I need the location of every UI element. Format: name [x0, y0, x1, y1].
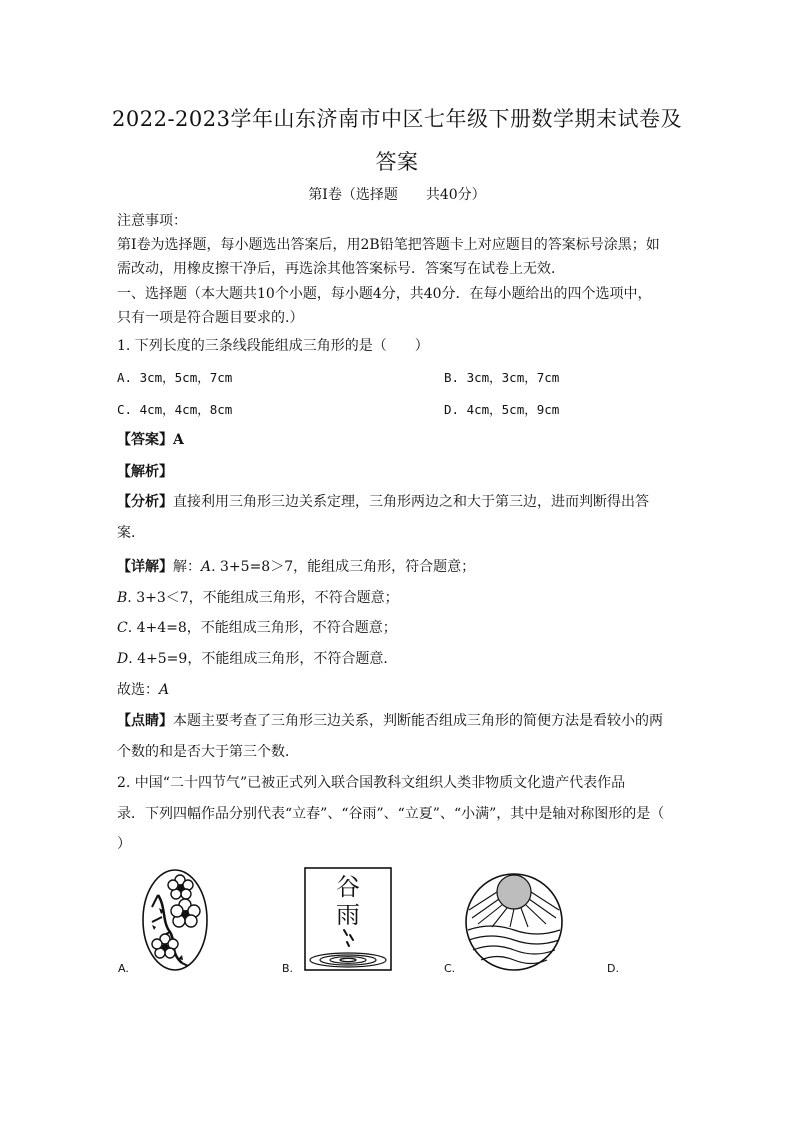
detail-a-text: . 3+5=8＞7，能组成三角形，符合题意；	[211, 559, 476, 575]
q1-fenxi-line1	[117, 491, 649, 511]
notice-heading: 注意事项：	[117, 213, 187, 229]
q1-detail-b	[117, 587, 399, 607]
q1-analysis-tag: 【解析】	[117, 464, 173, 480]
q1-choose	[117, 679, 169, 699]
q1-detail-d	[117, 648, 397, 668]
fenxi-text-1: 直接利用三角形三边关系定理，三角形两边之和大于第三边，进而判断得出答	[173, 494, 649, 510]
notice-text-1: 第Ⅰ卷为选择题，每小题选出答案后，用2B铅笔把答题卡上对应题目的答案标号涂黑；如	[117, 237, 660, 253]
figure-c-label: C.	[444, 962, 456, 975]
comment-text-1: 本题主要考查了三角形三边关系，判断能否组成三角形的简便方法是看较小的两	[173, 713, 663, 729]
section-header: 第Ⅰ卷（选择题 共40分）	[308, 187, 486, 203]
comment-tag: 【点睛】	[117, 713, 173, 729]
q2-stem-3: ）	[117, 836, 131, 852]
q1-option-b: B. 3cm，3cm，7cm	[444, 370, 560, 385]
detail-b-letter: B	[117, 590, 128, 606]
figure-b-label: B.	[282, 962, 294, 975]
document-title-line1: 2022-2023学年山东济南市中区七年级下册数学期末试卷及	[112, 107, 682, 131]
figure-c-sun-waves-circle	[464, 872, 564, 972]
fenxi-tag: 【分析】	[117, 494, 173, 510]
q1-detail-a	[117, 556, 475, 576]
part1-text-1: 一、选择题（本大题共10个小题，每小题4分，共40分．在每小题给出的四个选项中，	[117, 286, 652, 302]
choose-letter: A	[159, 682, 170, 698]
q1-stem: 1. 下列长度的三条线段能组成三角形的是（ ）	[117, 338, 429, 354]
q1-answer: 【答案】A	[117, 432, 184, 448]
detail-tag: 【详解】	[117, 559, 173, 575]
q1-option-d: D. 4cm，5cm，9cm	[444, 402, 560, 417]
q1-fenxi-line2: 案．	[117, 525, 145, 541]
q1-option-c: C. 4cm，4cm，8cm	[117, 402, 233, 417]
detail-a-letter: A	[201, 559, 212, 575]
figure-a-plum-blossom-oval	[140, 867, 210, 973]
q2-stem-1: 2. 中国“二十四节气”已被正式列入联合国教科文组织人类非物质文化遗产代表作品	[117, 775, 626, 791]
q2-stem-2: 录．下列四幅作品分别代表“立春”、“谷雨”、“立夏”、“小满”，其中是轴对称图形的是（	[117, 806, 665, 822]
choose-prefix: 故选：	[117, 682, 159, 698]
figure-a-label: A.	[118, 962, 129, 975]
figure-b-grain-rain-square	[304, 867, 392, 971]
document-title-line2: 答案	[375, 150, 419, 174]
detail-b-text: . 3+3＜7，不能组成三角形，不符合题意；	[127, 590, 399, 606]
detail-c-text: . 4+4=8，不能组成三角形，不符合题意；	[127, 620, 397, 636]
detail-a-prefix: 解：	[173, 559, 201, 575]
q1-option-a: A. 3cm，5cm，7cm	[117, 370, 233, 385]
figure-b-char-2: 雨	[336, 901, 360, 929]
part1-text-2: 只有一项是符合题目要求的.）	[117, 310, 304, 326]
notice-text-2: 需改动，用橡皮擦干净后，再选涂其他答案标号．答案写在试卷上无效．	[117, 261, 565, 277]
detail-d-text: . 4+5=9，不能组成三角形，不符合题意．	[128, 651, 398, 667]
figure-d-label: D.	[607, 962, 619, 975]
detail-d-letter: D	[117, 651, 129, 667]
q1-detail-c	[117, 617, 397, 637]
q1-comment-line1	[117, 710, 663, 730]
detail-c-letter: C	[117, 620, 128, 636]
figure-b-char-1: 谷	[336, 873, 360, 901]
q1-comment-line2: 个数的和是否大于第三个数．	[117, 744, 299, 760]
